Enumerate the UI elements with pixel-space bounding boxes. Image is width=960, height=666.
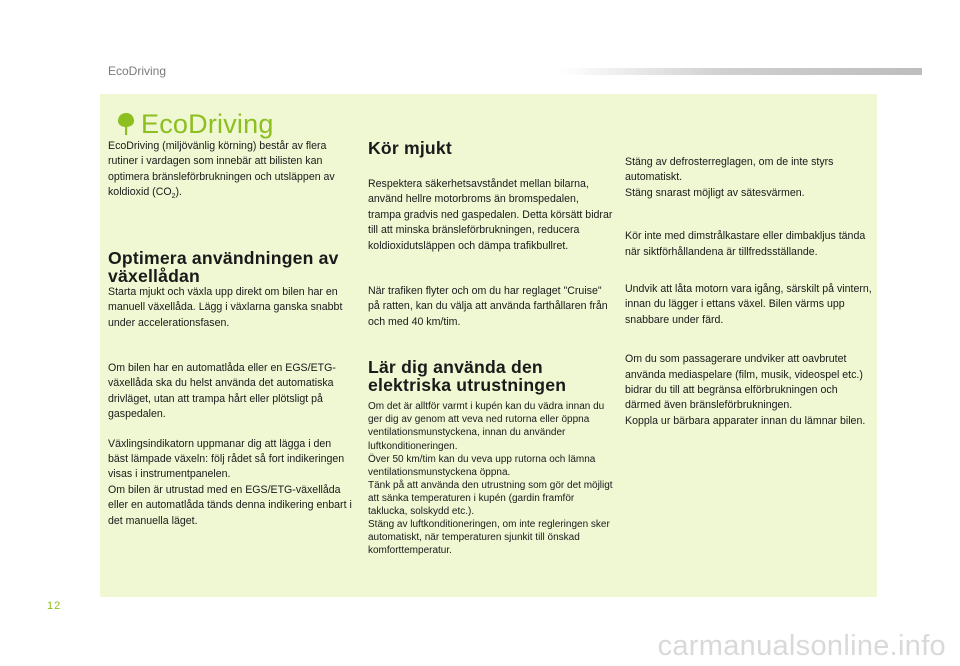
paragraph-gear-indicator-egs: Om bilen är utrustad med en EGS/ETG-växellåda eller en automatlåda tänds denna indikering enbart i det manuella läget. [108,483,352,527]
paragraph-portable-devices: Koppla ur bärbara apparater innan du lämnar bilen. [625,414,866,427]
paragraph-engine-idle: Undvik att låta motorn vara igång, särskilt på vintern, innan du lägger i ettans växel. Bilen värms upp snabbare under färd. [625,283,872,326]
paragraph-cruise: När trafiken flyter och om du har reglaget "Cruise" på ratten, kan du välja att använda farthållaren från och med 40 km/tim. [368,285,608,328]
heading-drive-smoothly: Kör mjukt [368,138,452,158]
paragraph-manual-gearbox: Starta mjukt och växla upp direkt om bilen har en manuell växellåda. Lägg i växlarna ganska snabbt under accelerationsfasen. [108,285,343,329]
paragraph-fog-lights: Kör inte med dimstrålkastare eller dimbakljus tända när siktförhållandena är tillfredsställande. [625,230,866,258]
column-left [108,139,352,529]
column-right [625,155,875,429]
heading-electrical-equipment: Lär dig använda den elektriska utrustningen [368,357,567,396]
paragraph-windows: Över 50 km/tim kan du veva upp rutorna och lämna ventilationsmunstyckena öppna. [368,453,596,478]
leaf-icon [117,112,135,136]
paragraph-ventilation: Om det är alltför varmt i kupén kan du vädra innan du ger dig av genom att veva ned rutorna eller öppna ventilationsmunstyckena, innan du använder luftkonditioneringen. [368,401,605,452]
column-middle [368,139,613,557]
paragraph-seat-heating: Stäng snarast möjligt av sätesvärmen. [625,186,805,199]
paragraph-defroster: Stäng av defrosterreglagen, om de inte styrs automatiskt. [625,156,834,184]
paragraph-media-players: Om du som passagerare undviker att oavbrutet använda mediaspelare (film, musik, videospel etc.) bidrar du till att begränsa elförbrukningen och därmed även bränsleförbrukningen. [625,353,863,412]
heading-gearbox: Optimera användningen av växellådan [108,247,339,286]
paragraph-temperature: Tänk på att använda den utrustning som gör det möjligt att sänka temperaturen i kupén (gardin framför taklucka, solskydd etc.). [368,479,613,517]
paragraph-gear-indicator: Växlingsindikatorn uppmanar dig att lägga i den bäst lämpade växeln: följ rådet så fort indikeringen visas i instrumentpanelen. [108,437,345,481]
logo-text: EcoDriving [141,108,274,139]
paragraph-air-conditioning: Stäng av luftkonditioneringen, om inte regleringen sker automatiskt, när temperaturen sjunkit till önskad komforttemperatur. [368,519,610,557]
co2-subscript: 2 [171,193,176,201]
watermark: carmanualsonline.info [657,630,946,662]
paragraph-safety-distance: Respektera säkerhetsavståndet mellan bilarna, använd hellre motorbroms än bromspedalen, trampa gradvis ned gaspedalen. Detta körsätt bidrar till att minska bränsleförbrukningen, reducera koldioxidutsläppen och dämpa trafikbullret. [368,178,613,252]
ecodriving-logo [117,108,274,140]
paragraph-automatic-gearbox: Om bilen har en automatlåda eller en EGS/ETG-växellåda ska du helst använda det automatiska drivläget, utan att trampa hårt eller plötsligt på gaspedalen. [108,361,336,421]
page-number: 12 [47,600,62,612]
intro-paragraph: EcoDriving (miljövänlig körning) består av flera rutiner i vardagen som innebär att bilisten kan optimera bränsleförbrukningen och utsläppen av koldioxid $(CO_2)$. [108,140,335,201]
header-divider [560,68,922,75]
header-title: EcoDriving [108,64,167,78]
